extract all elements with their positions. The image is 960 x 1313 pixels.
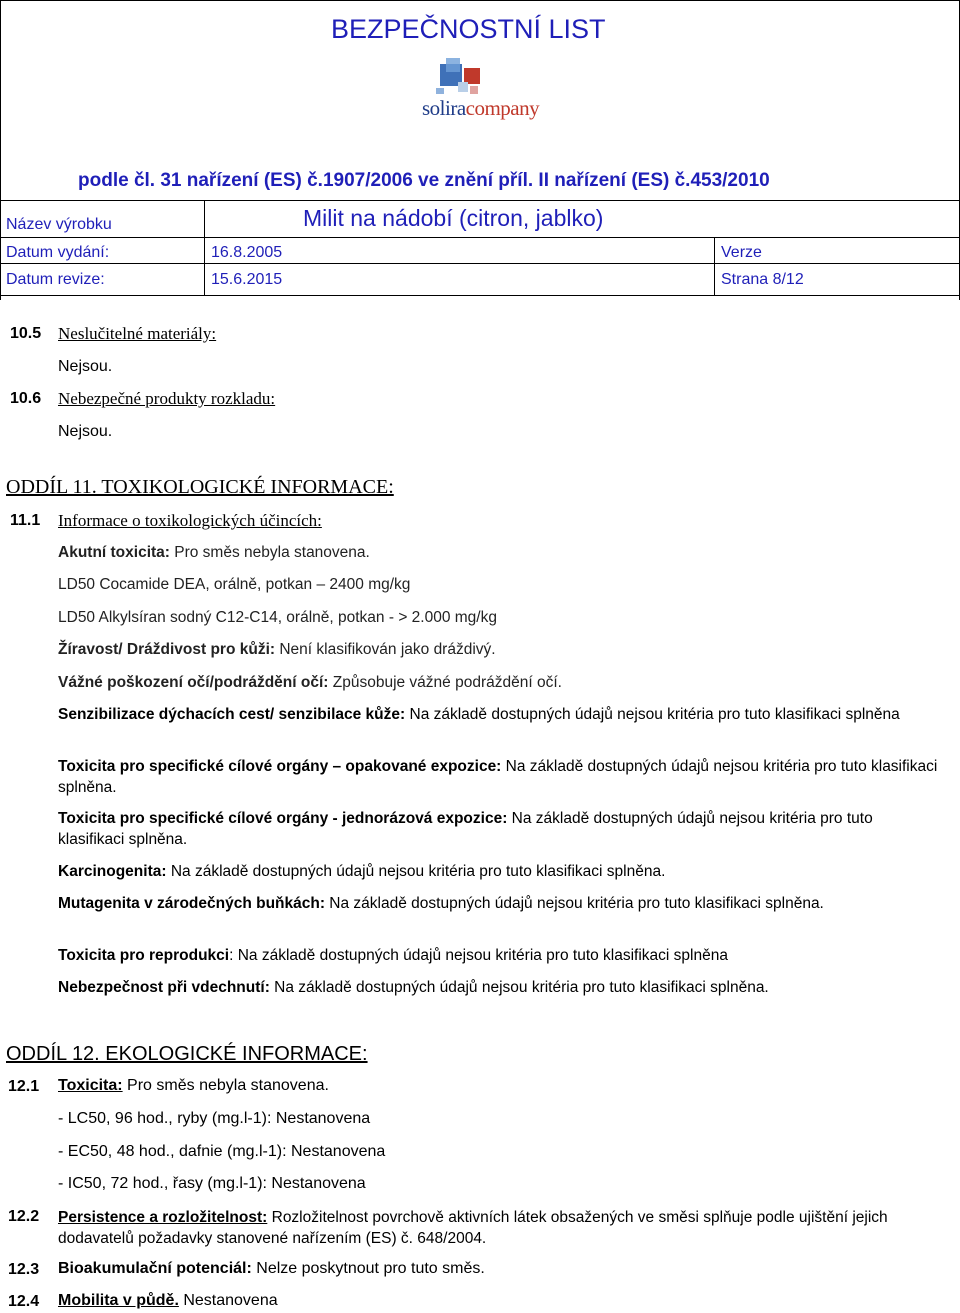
- stot-repeated: [58, 756, 943, 798]
- company-logo: [418, 58, 542, 134]
- carcinogenicity-label: Karcinogenita:: [58, 863, 167, 880]
- subsection-heading-10-6: Nebezpečné produkty rozkladu:: [58, 389, 276, 408]
- skin-corrosion-text: Není klasifikován jako dráždivý.: [275, 641, 496, 658]
- section-heading-11: ODDÍL 11. TOXIKOLOGICKÉ INFORMACE:: [6, 476, 394, 498]
- logo-text-right: company: [465, 96, 540, 120]
- text-10-6: Nejsou.: [58, 423, 113, 440]
- subsection-number-11-1: 11.1: [10, 512, 41, 529]
- stot-repeated-text: Na základě dostupných údajů nejsou kritéria pro tuto klasifikaci splněna.: [58, 758, 938, 796]
- subsection-heading-11-1: Informace o toxikologických účincích:: [58, 511, 322, 530]
- acute-toxicity-text: Pro směs nebyla stanovena.: [169, 544, 370, 561]
- subsection-number-10-5: 10.5: [10, 325, 42, 342]
- stot-repeated-label: Toxicita pro specifické cílové orgány – opakované expozice:: [58, 758, 502, 775]
- mutagenicity-label: Mutagenita v zárodečných buňkách:: [58, 895, 325, 912]
- bioaccumulation-text: Nelze poskytnout pro tuto směs.: [251, 1260, 485, 1277]
- mutagenicity: [58, 893, 943, 914]
- product-label: Název výrobku: [6, 216, 112, 233]
- reproductive-toxicity-text: : Na základě dostupných údajů nejsou kritéria pro tuto klasifikaci splněna: [229, 947, 728, 964]
- logo-text-left: solira: [422, 96, 466, 120]
- text-10-5: Nejsou.: [58, 358, 113, 375]
- section-heading-12: ODDÍL 12. EKOLOGICKÉ INFORMACE:: [6, 1043, 368, 1065]
- issue-date: 16.8.2005: [211, 244, 283, 261]
- aspiration-hazard: [58, 977, 943, 998]
- ld50-cocamide: LD50 Cocamide DEA, orálně, potkan – 2400 mg/kg: [58, 576, 411, 593]
- subsection-number-12-4: 12.4: [8, 1293, 40, 1310]
- skin-corrosion-label: Žíravost/ Dráždivost pro kůži:: [58, 641, 276, 658]
- persistence: [58, 1207, 943, 1249]
- page-number: Strana 8/12: [721, 271, 804, 288]
- reproductive-toxicity-label: Toxicita pro reprodukci: [58, 947, 230, 964]
- mobility-label: Mobilita v půdě.: [58, 1292, 179, 1309]
- mutagenicity-text: Na základě dostupných údajů nejsou kritéria pro tuto klasifikaci splněna.: [325, 895, 824, 912]
- reproductive-toxicity: [58, 945, 943, 966]
- product-name: Milit na nádobí (citron, jablko): [303, 205, 604, 231]
- stot-single: [58, 808, 943, 850]
- ecotoxicity-text: Pro směs nebyla stanovena.: [122, 1077, 329, 1094]
- issue-label: Datum vydání:: [6, 244, 110, 261]
- acute-toxicity-label: Akutní toxicita:: [58, 544, 170, 561]
- ec50-daphnia: - EC50, 48 hod., dafnie (mg.l-1): Nestanovena: [58, 1143, 386, 1160]
- skin-corrosion: [58, 639, 943, 660]
- subsection-number-12-1: 12.1: [8, 1078, 40, 1095]
- stot-single-text: Na základě dostupných údajů nejsou kritéria pro tuto klasifikaci splněna.: [58, 810, 873, 848]
- version-label: Verze: [721, 244, 762, 261]
- sensitization: [58, 704, 943, 725]
- revision-label: Datum revize:: [6, 271, 105, 288]
- regulation-subtitle: podle čl. 31 nařízení (ES) č.1907/2006 ve znění příl. II nařízení (ES) č.453/2010: [78, 170, 770, 191]
- subsection-number-12-2: 12.2: [8, 1208, 40, 1225]
- ld50-alkylsulfate: LD50 Alkylsíran sodný C12-C14, orálně, potkan - > 2.000 mg/kg: [58, 609, 497, 626]
- bioaccumulation-label: Bioakumulační potenciál:: [58, 1260, 252, 1277]
- subsection-heading-10-5: Neslučitelné materiály:: [58, 324, 217, 343]
- lc50-fish: - LC50, 96 hod., ryby (mg.l-1): Nestanovena: [58, 1110, 371, 1127]
- ecotoxicity: [58, 1077, 329, 1095]
- carcinogenicity: [58, 861, 943, 882]
- aspiration-hazard-text: Na základě dostupných údajů nejsou kritéria pro tuto klasifikaci splněna.: [269, 979, 769, 996]
- mobility-text: Nestanovena: [178, 1292, 278, 1309]
- sensitization-text: Na základě dostupných údajů nejsou kritéria pro tuto klasifikaci splněna: [405, 706, 900, 723]
- document-title: BEZPEČNOSTNÍ LIST: [331, 14, 606, 44]
- eye-damage-label: Vážné poškození očí/podráždění očí:: [58, 674, 329, 691]
- mobility: [58, 1292, 278, 1310]
- ic50-algae: - IC50, 72 hod., řasy (mg.l-1): Nestanovena: [58, 1175, 366, 1192]
- eye-damage-text: Způsobuje vážné podráždění očí.: [328, 674, 562, 691]
- persistence-text: Rozložitelnost povrchově aktivních látek obsažených ve směsi splňuje podle ujištění jejich dodavatelů požadavky stanovené nařízením (ES) č. 648/2004.: [58, 1209, 888, 1247]
- subsection-number-10-6: 10.6: [10, 390, 42, 407]
- subsection-number-12-3: 12.3: [8, 1261, 40, 1278]
- carcinogenicity-text: Na základě dostupných údajů nejsou kritéria pro tuto klasifikaci splněna.: [166, 863, 666, 880]
- stot-single-label: Toxicita pro specifické cílové orgány - jednorázová expozice:: [58, 810, 508, 827]
- ecotoxicity-label: Toxicita:: [58, 1077, 123, 1094]
- persistence-label: Persistence a rozložitelnost:: [58, 1209, 268, 1226]
- eye-damage: [58, 672, 943, 693]
- aspiration-hazard-label: Nebezpečnost při vdechnutí:: [58, 979, 270, 996]
- bioaccumulation: [58, 1260, 485, 1278]
- sensitization-label: Senzibilizace dýchacích cest/ senzibilace kůže:: [58, 706, 406, 723]
- revision-date: 15.6.2015: [211, 271, 283, 288]
- acute-toxicity: [58, 542, 943, 563]
